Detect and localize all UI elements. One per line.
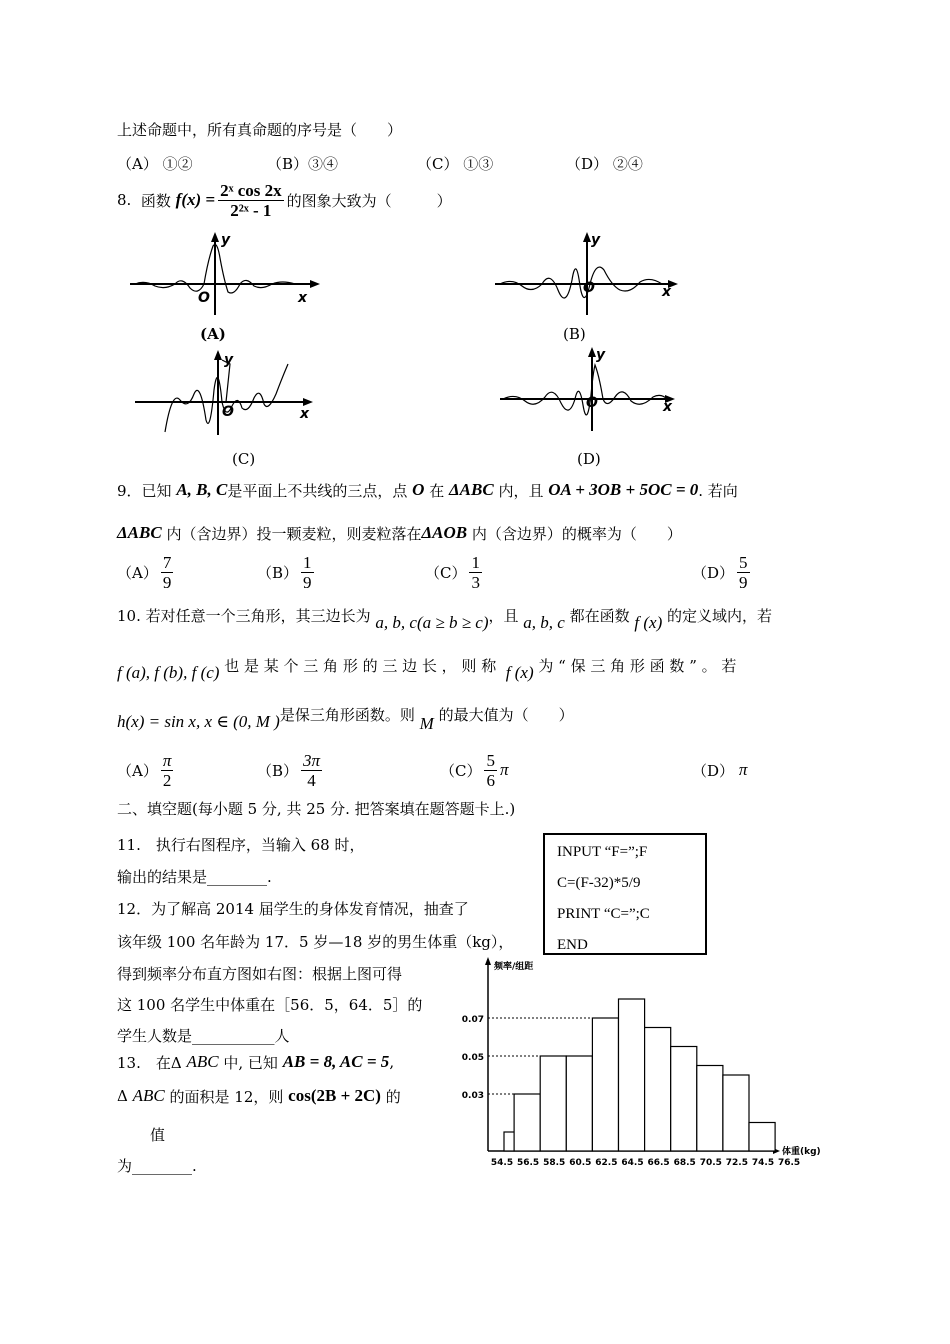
graph-d-label: (D) [577,450,601,468]
q9-line2: ΔABC 内（含边界）投一颗麦粒，则麦粒落在 ΔAOB 内（含边界）的概率为（ ） [117,523,682,543]
x-tick-label: 58.5 [543,1158,566,1168]
q10-option-d[interactable]: （D） π [692,760,748,780]
program-line: INPUT “F=”;F [557,844,648,860]
histogram-bar [619,999,645,1151]
x-tick-label: 56.5 [516,1158,540,1168]
q8-stem: 8. 函数 f(x) = $\frac{\text{2ˣ cos 2x}}{\text{2²ˣ - 1}}$ 的图象大致为（ ） [117,180,452,220]
q13-line4: 为________. [117,1157,197,1175]
q10-option-a[interactable]: （A） $\frac{\pi}{2}$ [117,750,172,790]
x-tick-label: 54.5 [490,1158,514,1168]
graph-c [130,350,320,440]
svg-text:y: y [224,352,234,368]
graph-b [490,230,690,320]
program-line: END [557,937,588,953]
q12-line4: 这 100 名学生中体重在［56．5，64．5］的 [117,996,423,1014]
q13-line1: 13. 在Δ ABC 中, 已知 AB = 8, AC = 5 , [117,1052,395,1072]
histogram [455,955,875,1170]
y-tick-label: 0.03 [461,1091,484,1101]
x-tick-label: 68.5 [673,1158,696,1168]
histogram-bar [514,1094,540,1151]
graph-d [495,345,685,435]
x-tick-label: 70.5 [699,1158,722,1168]
graph-a [120,230,320,320]
histogram-bar [671,1047,697,1152]
histogram-bar [504,1132,514,1151]
histogram-bar [566,1056,592,1151]
q8-fraction: $\frac{\text{2ˣ cos 2x}}{\text{2²ˣ - 1}}$ [220,180,282,220]
histogram-bar [723,1075,749,1151]
x-tick-label: 74.5 [751,1158,775,1168]
q12-line3: 得到频率分布直方图如右图：根据上图可得 [117,965,403,983]
q7-option-d[interactable]: （D） ②④ [566,155,643,173]
x-axis-label: 体重(kg) [782,1147,821,1157]
histogram-bar [645,1028,671,1152]
svg-text:x: x [298,290,308,306]
x-tick-label: 60.5 [569,1158,592,1168]
histogram-bar [592,1018,618,1151]
svg-text:x: x [663,399,673,415]
graph-c-label: (C) [232,450,256,468]
q10-option-c[interactable]: （C） $\frac{5}{6}$ π [440,750,509,790]
q9-option-c[interactable]: （C） $\frac{1}{3}$ [425,552,480,592]
q9-option-d[interactable]: （D） $\frac{5}{9}$ [692,552,748,592]
q13-line3: 值 [150,1126,166,1144]
q9-option-b[interactable]: （B） $\frac{1}{9}$ [257,552,312,592]
q7-option-a[interactable]: （A） ①② [117,155,193,173]
svg-text:O: O [222,404,234,420]
q10-line2: f (a), f (b), f (c) 也 是 某 个 三 角 形 的 三 边 长 ， 则 称 f (x) 为 “ 保 三 角 形 函 数 ” 。 若 [117,656,737,682]
svg-text:O: O [583,280,595,296]
svg-text:x: x [300,406,310,422]
q7-prompt: 上述命题中，所有真命题的序号是（ ） [117,121,403,139]
x-tick-label: 72.5 [725,1158,749,1168]
q9-line1: 9．已知 A, B, C 是平面上不共线的三点，点 O 在 ΔABC 内，且 OA + 3OB + 5OC = 0 . 若向 [117,480,738,500]
x-tick-label: 62.5 [595,1158,618,1168]
q7-option-c[interactable]: （C） ①③ [417,155,494,173]
q10-line1: 10. 若对任意一个三角形，其三边长为 a, b, c(a ≥ b ≥ c) ，且 a, b, c 都在函数 f (x) 的定义域内，若 [117,606,773,632]
program-line: C=(F-32)*5/9 [557,875,641,891]
y-axis-arrow [485,957,491,965]
svg-text:y: y [591,232,601,248]
svg-text:y: y [596,347,606,363]
q12-line1: 12．为了解高 2014 届学生的身体发育情况，抽查了 [117,900,469,918]
y-axis-label: 频率/组距 [494,962,534,972]
program-line: PRINT “C=”;C [557,906,650,922]
graph-b-label: (B) [563,325,586,343]
y-tick-label: 0.07 [461,1015,484,1025]
y-tick-label: 0.05 [461,1053,484,1063]
graph-a-label: (A) [200,325,226,343]
x-tick-label: 64.5 [621,1158,644,1168]
svg-text:x: x [662,284,672,300]
histogram-bar [697,1066,723,1152]
q12-line2: 该年级 100 名年龄为 17．5 岁—18 岁的男生体重（kg）， [117,933,514,951]
q7-option-b[interactable]: （B）③④ [267,155,339,173]
q10-line3: h(x) = sin x, x ∈ (0, M ) 是保三角形函数。则 M 的最大值为（ ） [117,705,574,733]
q11-line1: 11. 执行右图程序，当输入 68 时， [117,836,365,854]
section-2-title: 二、填空题(每小题 5 分, 共 25 分. 把答案填在题答题卡上.) [117,800,516,818]
q12-line5: 学生人数是___________人 [117,1027,290,1045]
q9-option-a[interactable]: （A） $\frac{7}{9}$ [117,552,172,592]
svg-text:O: O [586,395,598,411]
histogram-bar [749,1123,775,1152]
q13-line2: Δ ABC 的面积是 12，则 cos(2B + 2C) 的 [117,1086,401,1106]
q11-line2: 输出的结果是________. [117,868,272,886]
program-box [543,833,707,955]
svg-text:y: y [221,232,231,248]
q10-option-b[interactable]: （B） $\frac{3\pi}{4}$ [257,750,321,790]
svg-text:O: O [198,290,210,306]
x-tick-label: 76.5 [777,1158,801,1168]
histogram-bar [540,1056,566,1151]
x-tick-label: 66.5 [647,1158,670,1168]
